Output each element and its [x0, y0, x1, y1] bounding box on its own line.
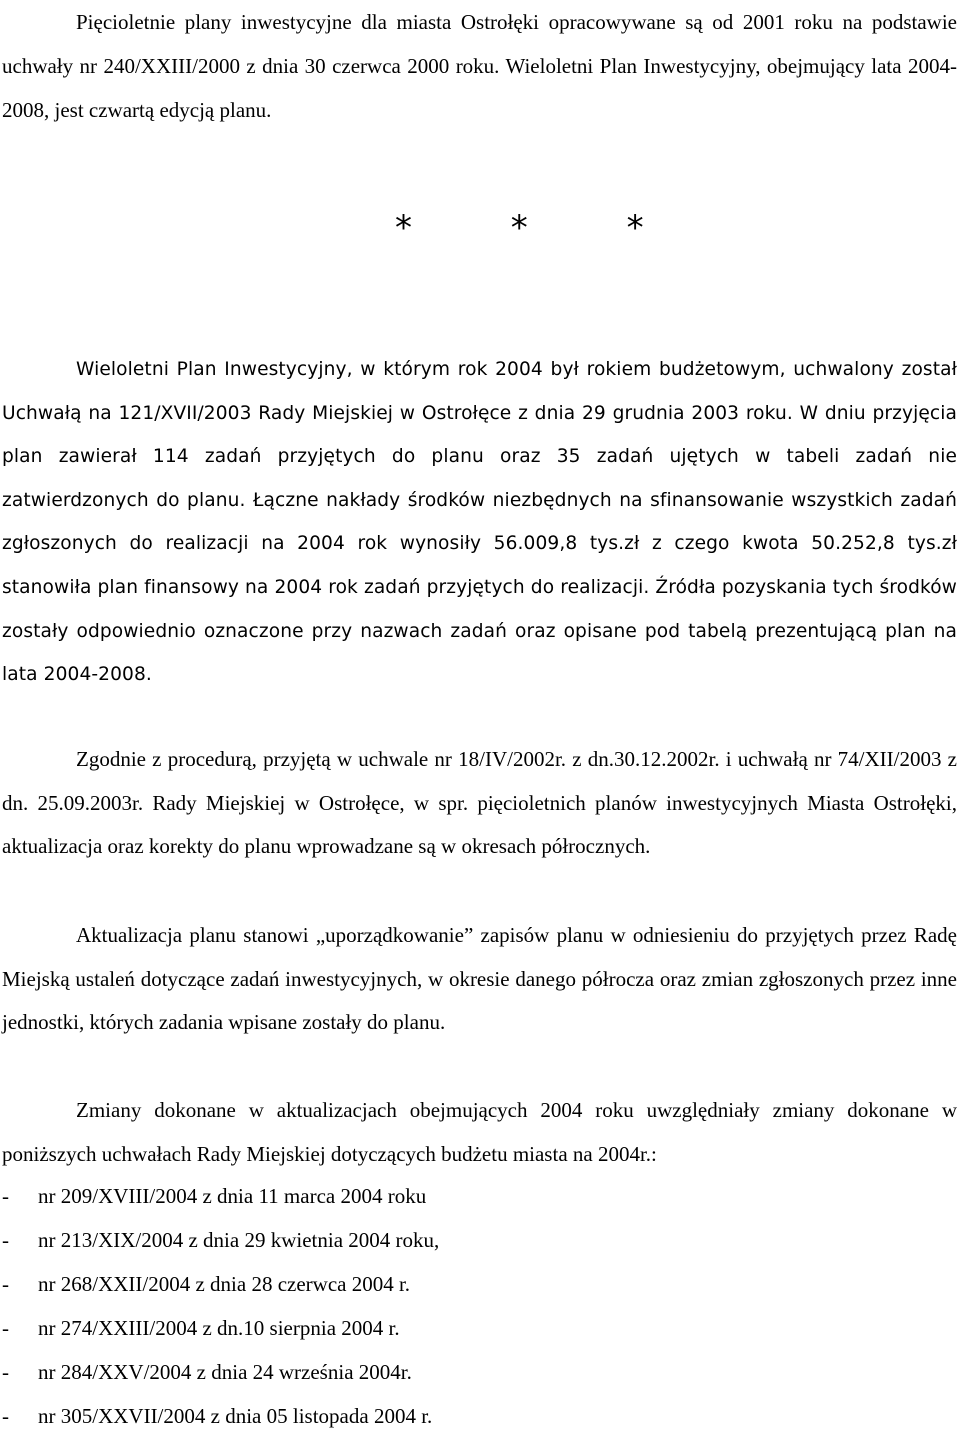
- resolution-text: nr 284/XXV/2004 z dnia 24 września 2004r.: [38, 1360, 412, 1384]
- list-bullet: -: [2, 1360, 9, 1384]
- resolution-text: nr 305/XXVII/2004 z dnia 05 listopada 2004 r.: [38, 1404, 433, 1428]
- section-separator: * * *: [395, 208, 688, 248]
- list-item: [2, 1308, 439, 1352]
- list-bullet: -: [2, 1404, 9, 1428]
- list-bullet: -: [2, 1184, 9, 1208]
- resolution-text: nr 274/XXIII/2004 z dn.10 sierpnia 2004 r.: [38, 1316, 400, 1340]
- update-paragraph: Aktualizacja planu stanowi „uporządkowanie” zapisów planu w odniesieniu do przyjętych przez Radę Miejską ustaleń dotyczące zadań inwestycyjnych, w okresie danego półrocza oraz zmian zgłoszonych przez inne jednostki, których zadania wpisane zostały do planu.: [2, 923, 957, 1034]
- resolution-text: nr 209/XVIII/2004 z dnia 11 marca 2004 roku: [38, 1184, 427, 1208]
- list-item: [2, 1264, 439, 1308]
- changes-paragraph: Zmiany dokonane w aktualizacjach obejmujących 2004 roku uwzględniały zmiany dokonane w poniższych uchwałach Rady Miejskiej dotyczących budżetu miasta na 2004r.:: [2, 1098, 957, 1166]
- resolution-text: nr 268/XXII/2004 z dnia 28 czerwca 2004 r.: [38, 1272, 411, 1296]
- intro-paragraph: Pięcioletnie plany inwestycyjne dla miasta Ostrołęki opracowywane są od 2001 roku na podstawie uchwały nr 240/XXIII/2000 z dnia 30 czerwca 2000 roku. Wieloletni Plan Inwestycyjny, obejmujący lata 2004-2008, jest czwartą edycją planu.: [2, 10, 957, 122]
- list-item: [2, 1176, 439, 1220]
- list-bullet: -: [2, 1228, 9, 1252]
- list-bullet: -: [2, 1316, 9, 1340]
- resolution-text: nr 213/XIX/2004 z dnia 29 kwietnia 2004 roku,: [38, 1228, 440, 1252]
- procedure-paragraph: Zgodnie z procedurą, przyjętą w uchwale nr 18/IV/2002r. z dn.30.12.2002r. i uchwałą nr 74/XII/2003 z dn. 25.09.2003r. Rady Miejskiej w Ostrołęce, w spr. pięcioletnich planów inwestycyjnych Miasta Ostrołęki, aktualizacja oraz korekty do planu wprowadzane są w okresach półrocznych.: [2, 747, 957, 858]
- list-item: [2, 1220, 439, 1264]
- list-item: [2, 1396, 439, 1440]
- plan-2004-paragraph: Wieloletni Plan Inwestycyjny, w którym rok 2004 był rokiem budżetowym, uchwalony został Uchwałą na 121/XVII/2003 Rady Miejskiej w Ostrołęce z dnia 29 grudnia 2003 roku. W dniu przyjęcia plan zawierał 114 zadań przyjętych do planu oraz 35 zadań ujętych w tabeli zadań nie zatwierdzonych do planu. Łączne nakłady środków niezbędnych na sfinansowanie wszystkich zadań zgłoszonych do realizacji na 2004 rok wynosiły 56.009,8 tys.zł z czego kwota 50.252,8 tys.zł stanowiła plan finansowy na 2004 rok zadań przyjętych do realizacji. Źródła pozyskania tych środków zostały odpowiednio oznaczone przy nazwach zadań oraz opisane pod tabelą prezentującą plan na lata 2004-2008.: [2, 359, 957, 686]
- list-bullet: -: [2, 1272, 9, 1296]
- list-item: [2, 1352, 439, 1396]
- resolution-list: [2, 1176, 439, 1440]
